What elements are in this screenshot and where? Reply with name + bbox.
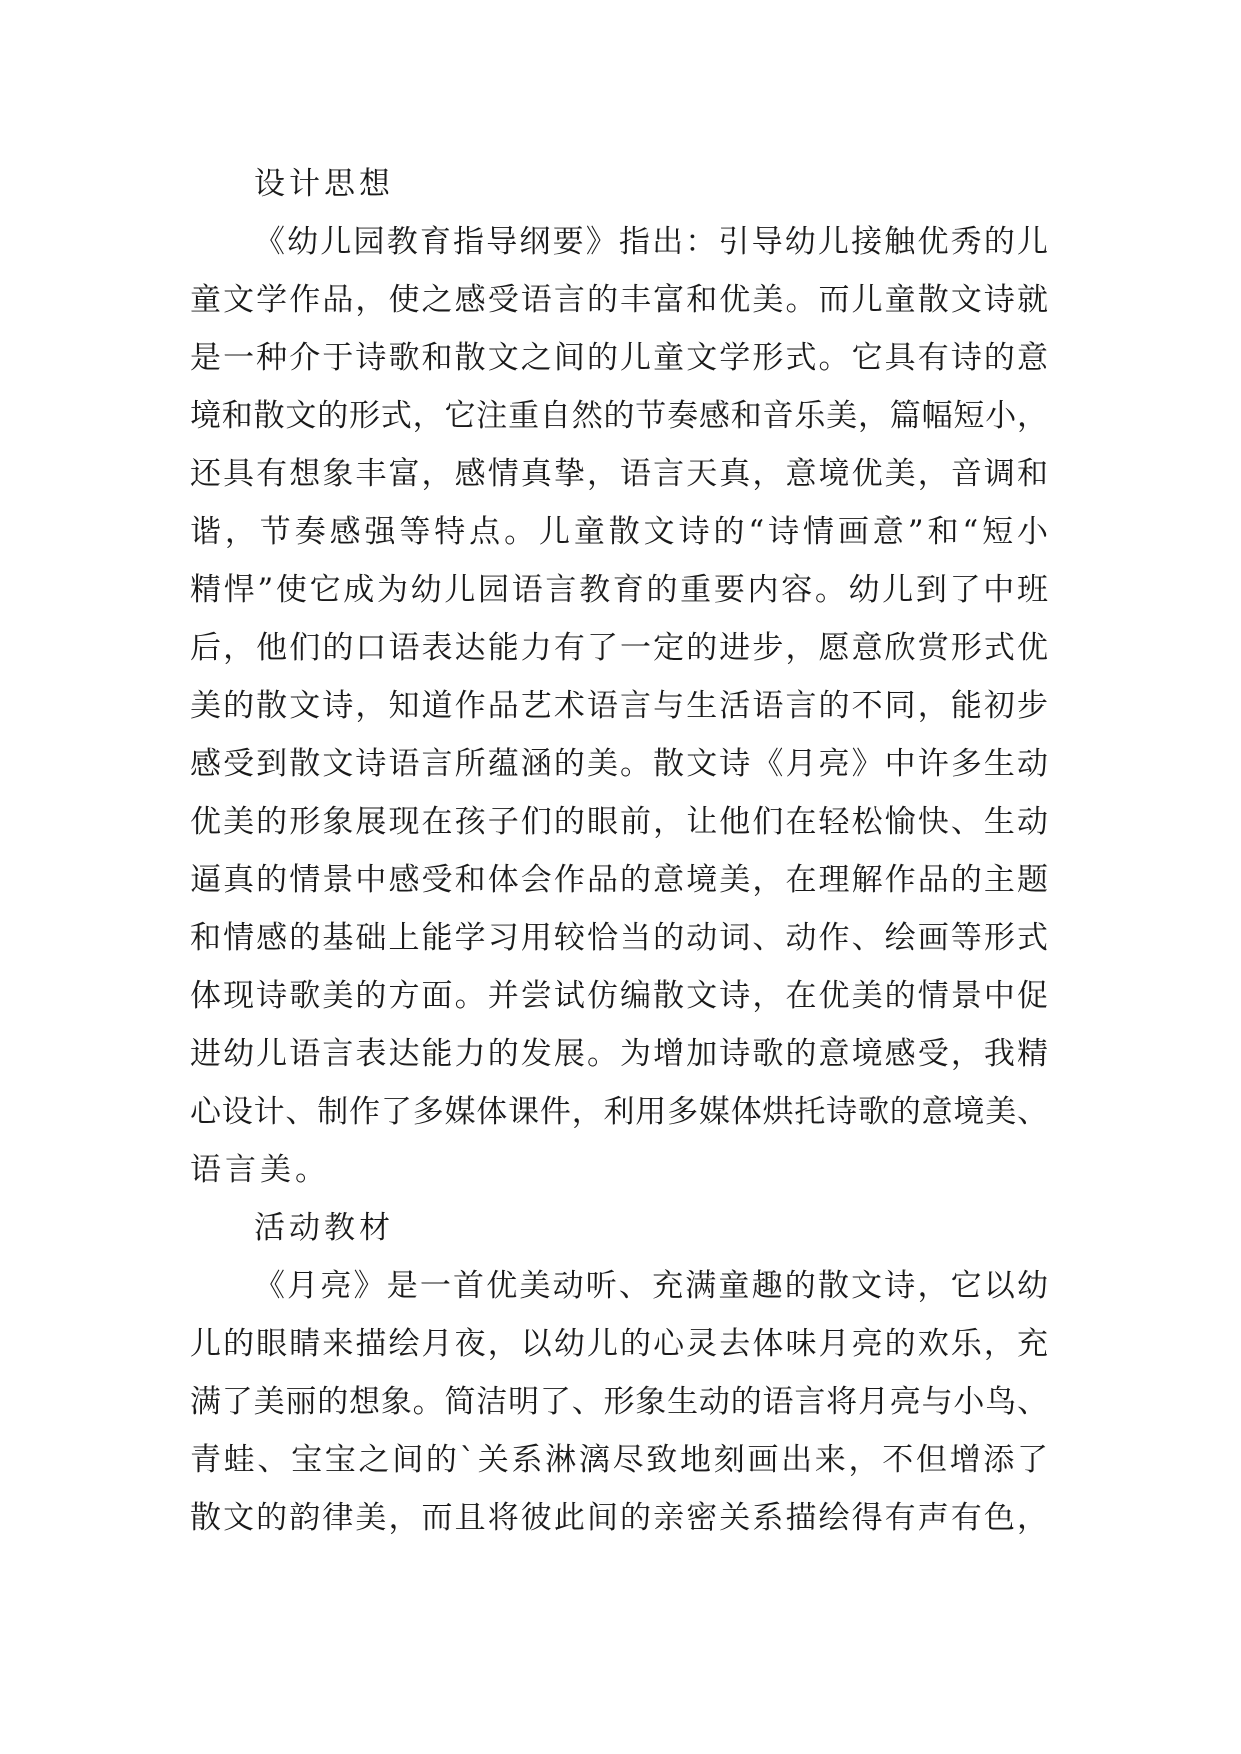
paragraph-line: 语言美。	[190, 1152, 330, 1188]
paragraph-line: 后，他们的口语表达能力有了一定的进步，愿意欣赏形式优	[190, 630, 1048, 666]
paragraph-line: 谐，节奏感强等特点。儿童散文诗的“诗情画意”和“短小	[190, 514, 1048, 550]
paragraph-line: 优美的形象展现在孩子们的眼前，让他们在轻松愉快、生动	[190, 804, 1048, 840]
paragraph-line: 青蛙、宝宝之间的`关系淋漓尽致地刻画出来，不但增添了	[190, 1442, 1048, 1478]
paragraph-line: 体现诗歌美的方面。并尝试仿编散文诗，在优美的情景中促	[190, 978, 1048, 1014]
section-heading-design-idea: 设计思想	[254, 166, 394, 202]
paragraph-line: 美的散文诗，知道作品艺术语言与生活语言的不同，能初步	[190, 688, 1048, 724]
paragraph-line: 境和散文的形式，它注重自然的节奏感和音乐美，篇幅短小，	[190, 398, 1048, 434]
paragraph-line: 逼真的情景中感受和体会作品的意境美，在理解作品的主题	[190, 862, 1048, 898]
paragraph-line: 进幼儿语言表达能力的发展。为增加诗歌的意境感受，我精	[190, 1036, 1048, 1072]
paragraph-line: 儿的眼睛来描绘月夜，以幼儿的心灵去体味月亮的欢乐，充	[190, 1326, 1048, 1362]
paragraph-line: 童文学作品，使之感受语言的丰富和优美。而儿童散文诗就	[190, 282, 1048, 318]
paragraph-line: 《月亮》是一首优美动听、充满童趣的散文诗，它以幼	[254, 1268, 1048, 1304]
section-heading-activity-material: 活动教材	[254, 1210, 394, 1246]
paragraph-line: 是一种介于诗歌和散文之间的儿童文学形式。它具有诗的意	[190, 340, 1048, 376]
paragraph-line: 精悍”使它成为幼儿园语言教育的重要内容。幼儿到了中班	[190, 572, 1048, 608]
paragraph-line: 满了美丽的想象。简洁明了、形象生动的语言将月亮与小鸟、	[190, 1384, 1048, 1420]
paragraph-line: 散文的韵律美，而且将彼此间的亲密关系描绘得有声有色，	[190, 1500, 1048, 1536]
paragraph-line: 《幼儿园教育指导纲要》指出：引导幼儿接触优秀的儿	[254, 224, 1048, 260]
paragraph-line: 感受到散文诗语言所蕴涵的美。散文诗《月亮》中许多生动	[190, 746, 1048, 782]
paragraph-line: 心设计、制作了多媒体课件，利用多媒体烘托诗歌的意境美、	[190, 1094, 1048, 1130]
paragraph-line: 和情感的基础上能学习用较恰当的动词、动作、绘画等形式	[190, 920, 1048, 956]
paragraph-line: 还具有想象丰富，感情真挚，语言天真，意境优美，音调和	[190, 456, 1048, 492]
